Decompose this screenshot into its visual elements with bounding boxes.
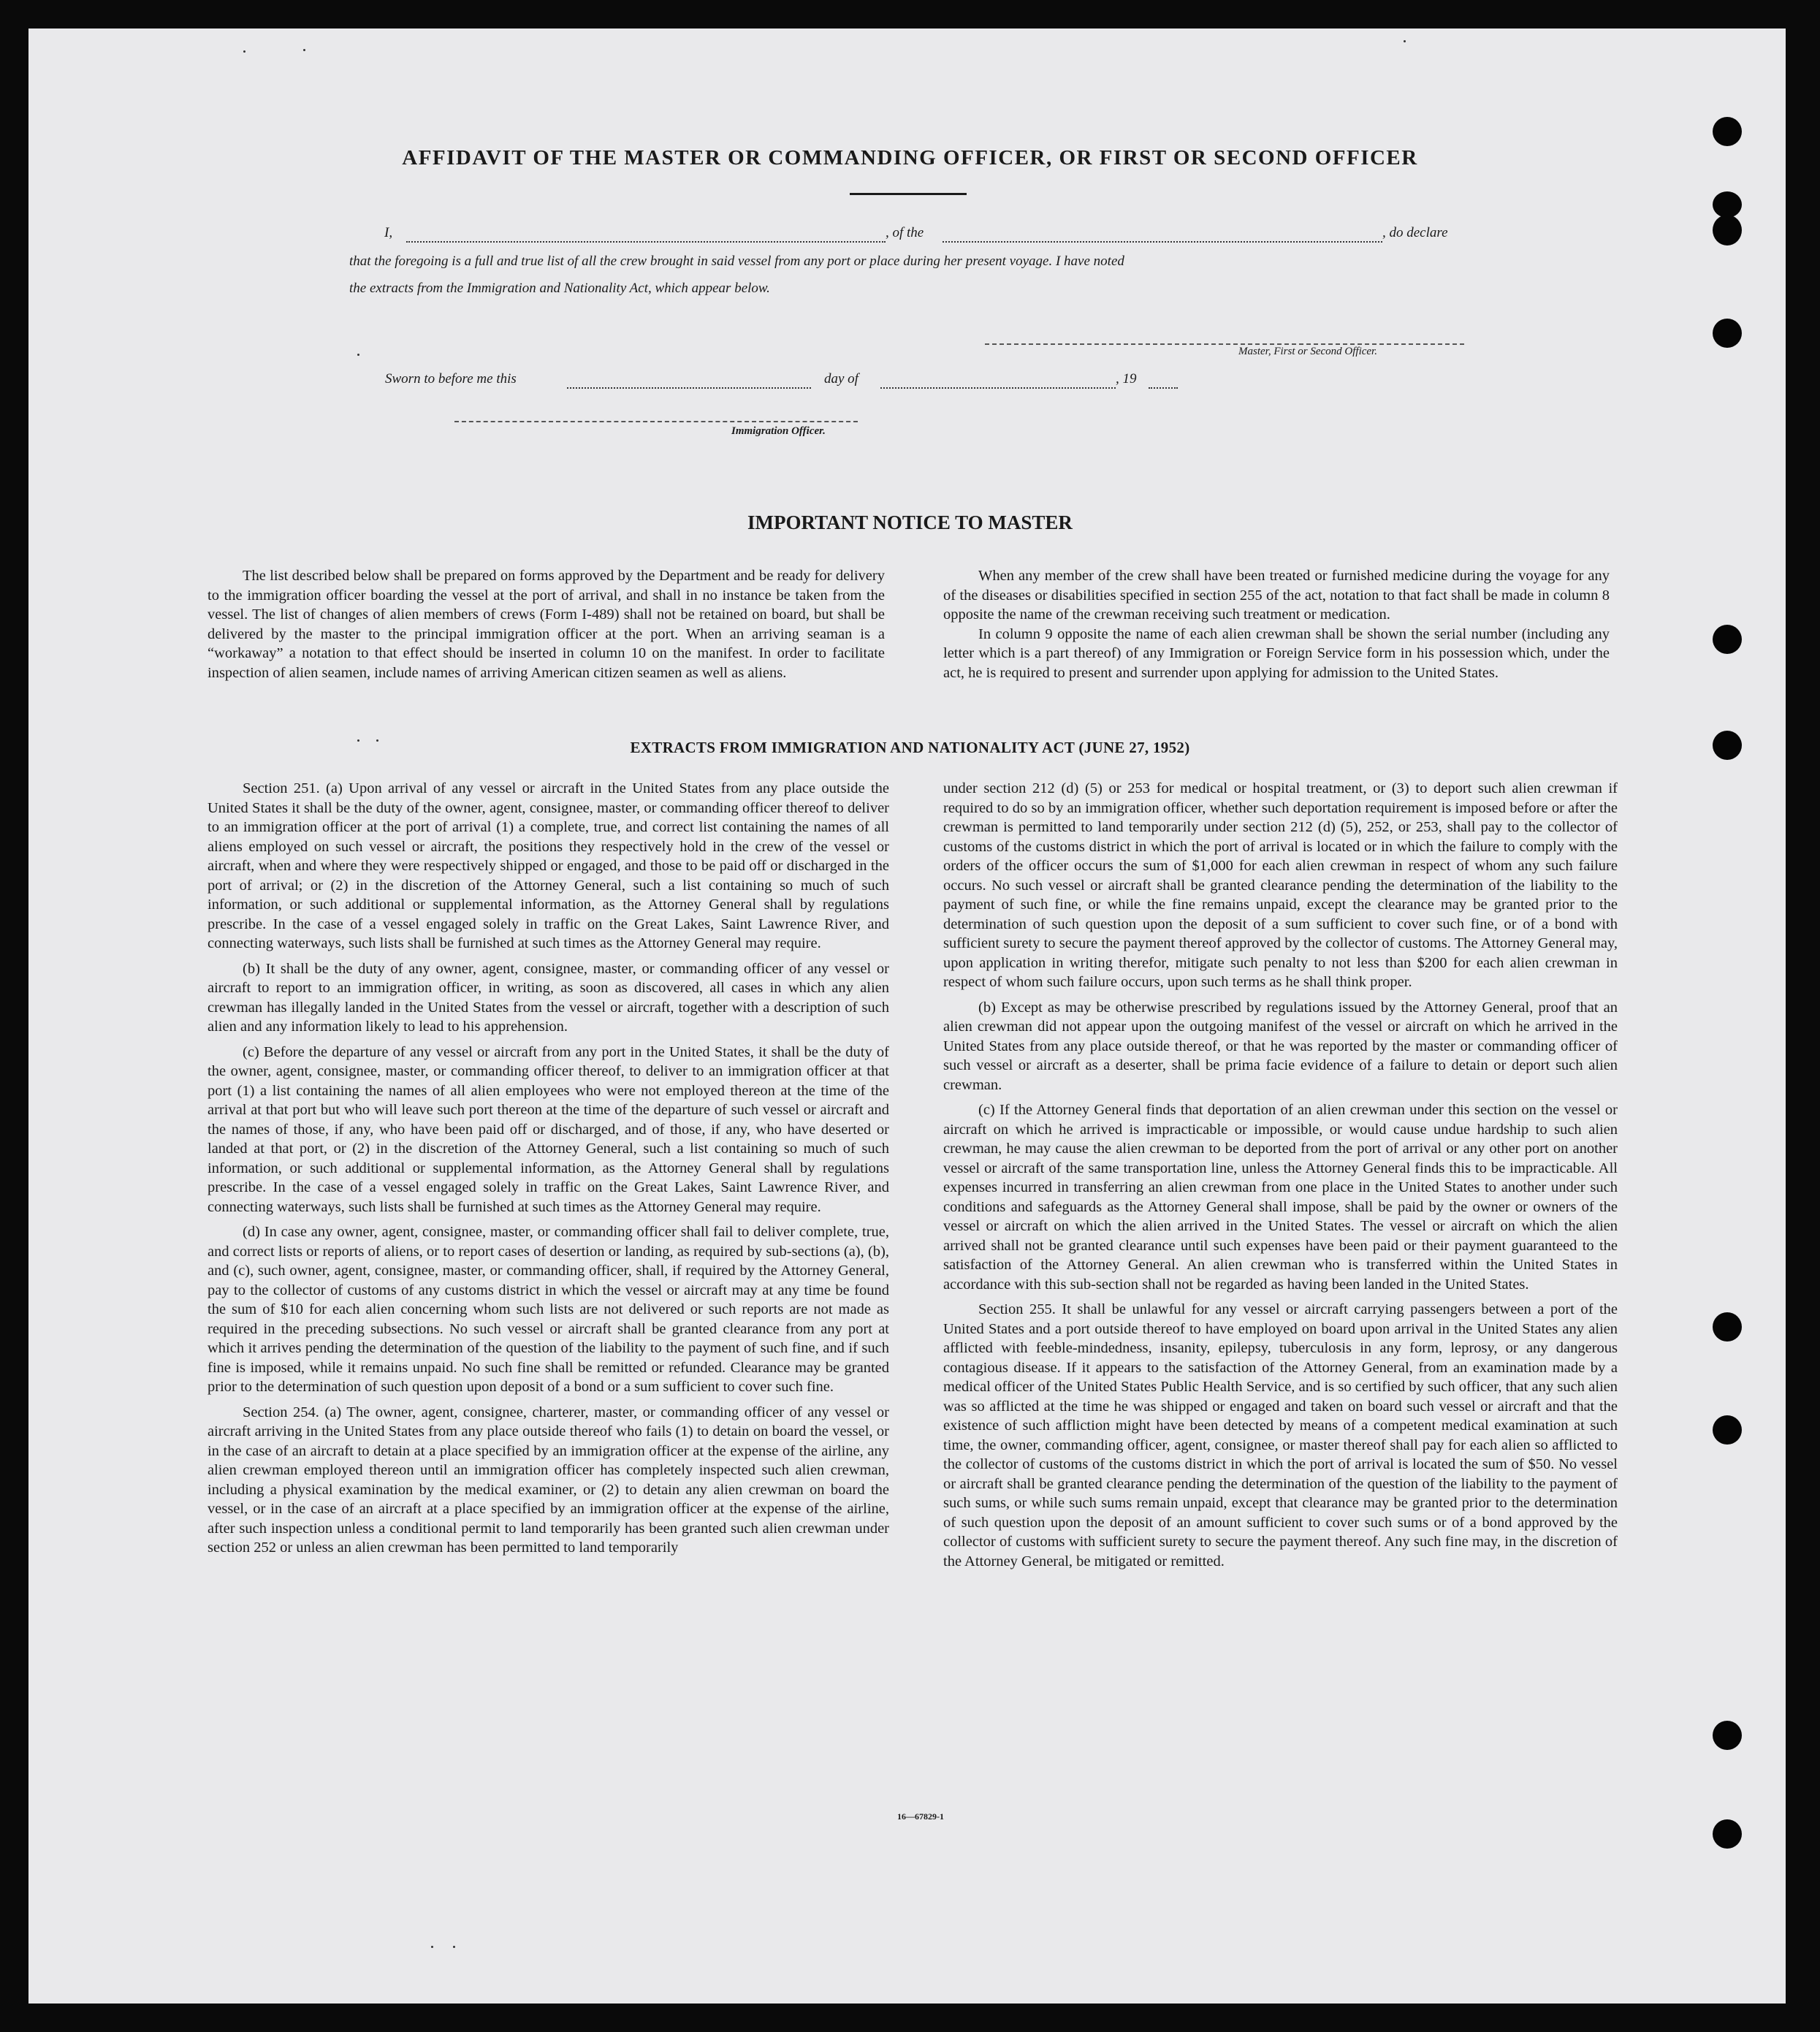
day-of-label: day of xyxy=(824,371,858,387)
punch-hole xyxy=(1713,215,1742,246)
affidavit-declare-label: , do declare xyxy=(1382,225,1448,240)
affidavit-title: AFFIDAVIT OF THE MASTER OR COMMANDING OFFICER, OR FIRST OR SECOND OFFICER xyxy=(402,146,1418,170)
scan-speck xyxy=(243,50,245,53)
declarant-name-field[interactable] xyxy=(406,241,886,243)
extract-paragraph: (b) Except as may be otherwise prescribed by regulations issued by the Attorney General, proof that an alien crewman did not appear upon the outgoing manifest of the vessel or aircraft on which he arrived in the United States from any place outside thereof, or that he was reported by the master or commanding officer of such vessel or aircraft as a deserter, shall be prima facie evidence of a failure to detain or deport such alien crewman. xyxy=(943,999,1618,1093)
master-signature-field[interactable] xyxy=(985,343,1464,345)
extract-paragraph: Section 251. (a) Upon arrival of any vessel or aircraft in the United States from any place outside the United States it shall be the duty of the owner, agent, consignee, master, or commanding officer thereof to deliver to an immigration officer at the port of arrival (1) a complete, true, and correct list containing the names of all aliens employed on such vessel or aircraft, the positions they respectively hold in the crew of the vessel or aircraft, when and where they were respectively shipped or engaged, and those to be paid off or discharged in the port of arrival; or (2) in the discretion of the Attorney General, such a list containing so much of such information, or such additional or supplemental information, as the Attorney General shall by regulations prescribe. In the case of a vessel engaged solely in traffic on the Great Lakes, Saint Lawrence River, and connecting waterways, such lists shall be furnished at such times as the Attorney General may require. xyxy=(207,780,889,951)
notice-title: IMPORTANT NOTICE TO MASTER xyxy=(747,511,1073,533)
affidavit-statement-line: the extracts from the Immigration and Nationality Act, which appear below. xyxy=(349,281,770,296)
year-prefix-label: , 19 xyxy=(1116,371,1137,387)
sworn-day-field[interactable] xyxy=(567,387,811,389)
master-signature-caption: Master, First or Second Officer. xyxy=(1238,346,1377,357)
notice-right-column xyxy=(943,566,1610,688)
form-code: 16—67829-1 xyxy=(897,1811,944,1822)
extracts-title: EXTRACTS FROM IMMIGRATION AND NATIONALITY ACT (JUNE 27, 1952) xyxy=(630,739,1190,756)
extract-paragraph: (d) In case any owner, agent, consignee, master, or commanding officer shall fail to deliver complete, true, and correct lists or reports of aliens, or to report cases of desertion or landing, as required by sub-sections (a), (b), and (c), such owner, agent, consignee, master, or commanding officer, shall, if required by the Attorney General, pay to the collector of customs of any customs district in which the vessel or aircraft may at any time be found the sum of $10 for each alien concerning whom such lists are not delivered or such reports are not made as required in the preceding subsections. No such vessel or aircraft shall be granted clearance from any port at which it arrives pending the determination of the question of the liability to the payment of such fine, and if such fine is imposed, while it remains unpaid. No such fine shall be remitted or refunded. Clearance may be granted prior to the determination of such question upon deposit of a bond or a sum sufficient to cover such fine. xyxy=(207,1224,889,1395)
extract-paragraph: (c) Before the departure of any vessel or aircraft from any port in the United States, it shall be the duty of the owner, agent, consignee, master, or commanding officer thereof, to deliver to an immigration officer at that port (1) a list containing the names of all alien employees who were not employed thereon at the time of the arrival at that port but who will leave such port thereon at the time of the departure of such vessel or aircraft and the names of those, if any, who have been paid off or discharged, and of those, if any, who have deserted or landed at that port, or (2) in the discretion of the Attorney General, such a list containing so much of such information, or such additional or supplemental information, as the Attorney General shall by regulations prescribe. In the case of a vessel engaged solely in traffic on the Great Lakes, Saint Lawrence River, and connecting waterways, such lists shall be furnished at such times as the Attorney General may require. xyxy=(207,1043,889,1215)
affidavit-statement-line: that the foregoing is a full and true list of all the crew brought in said vessel from any port or place during her present voyage. I have noted xyxy=(349,254,1124,269)
extracts-left-column xyxy=(207,779,889,1564)
extracts-right-column xyxy=(943,779,1618,1577)
punch-hole xyxy=(1713,1312,1742,1342)
punch-hole xyxy=(1713,1819,1742,1849)
punch-hole xyxy=(1713,117,1742,146)
affidavit-of-the-label: , of the xyxy=(886,225,924,240)
punch-hole xyxy=(1713,625,1742,654)
notice-paragraph: When any member of the crew shall have been treated or furnished medicine during the voyage for any of the diseases or disabilities specified in section 255 of the act, notation to that fact shall be made in column 8 opposite the name of the crewman receiving such treatment or medication. xyxy=(943,568,1610,623)
notice-paragraph: In column 9 opposite the name of each alien crewman shall be shown the serial number (including any letter which is a part thereof) of any Immigration or Foreign Service form in his possession which, under the act, he is required to present and surrender upon applying for admission to the United States. xyxy=(943,625,1610,681)
notice-paragraph: The list described below shall be prepared on forms approved by the Department and be ready for delivery to the immigration officer boarding the vessel at the port of arrival, and shall in no instance be taken from the vessel. The list of changes of alien members of crews (Form I-489) shall not be retained on board, but shall be delivered by the master to the principal immigration officer at the port. When an arriving seaman is a “workaway” a notation to that effect should be inserted in column 10 on the manifest. In order to facilitate inspection of alien seamen, include names of arriving American citizen seamen as well as aliens. xyxy=(207,568,885,681)
extract-paragraph: under section 212 (d) (5) or 253 for medical or hospital treatment, or (3) to deport such alien crewman if required to do so by an immigration officer, whether such deportation requirement is imposed before or after the crewman is permitted to land temporarily under section 212 (d) (5), 252, or 253, shall pay to the collector of customs of the customs district in which the port of arrival is located or in which the failure to comply with the orders of the officer occurs the sum of $1,000 for each alien crewman in respect of whom any such failure occurs. No such vessel or aircraft shall be granted clearance pending the determination of the liability to the payment of such fine, or while the fine remains unpaid, except the clearance may be granted prior to the determination of such question upon the deposit of a sum sufficient to cover such fine, or of a bond with sufficient surety to secure the payment thereof approved by the collector of customs. The Attorney General may, upon application in writing therefor, mitigate such penalty to not less than $200 for each alien crewman in respect of whom such failure occurs, upon such terms as he shall think proper. xyxy=(943,780,1618,990)
scan-speck xyxy=(357,354,359,356)
scan-speck xyxy=(431,1946,433,1948)
extract-paragraph: (c) If the Attorney General finds that deportation of an alien crewman under this section on the vessel or aircraft on which he arrived is impracticable or impossible, or would cause undue hardship to such alien crewman, he may cause the alien crewman to be deported from the port of arrival or any other port on another vessel or aircraft of the same transportation line, unless the Attorney General finds this to be impracticable. All expenses incurred in transferring an alien crewman from one place in the United States to another under such conditions and safeguards as the Attorney General shall impose, shall be paid by the owner or owners of the vessel or aircraft on which the alien arrived in the United States. The vessel or aircraft on which the alien arrived shall not be granted clearance until such expenses have been paid or their payment guaranteed to the satisfaction of the Attorney General. An alien crewman who is transferred within the United States in accordance with this sub-section shall not be regarded as having been landed in the United States. xyxy=(943,1102,1618,1293)
sworn-year-field[interactable] xyxy=(1149,387,1178,389)
affidavit-i-label: I, xyxy=(384,225,393,240)
punch-hole xyxy=(1713,1415,1742,1445)
scan-speck xyxy=(1404,40,1406,42)
officer-signature-caption: Immigration Officer. xyxy=(731,425,826,437)
scan-speck xyxy=(303,49,305,51)
vessel-name-field[interactable] xyxy=(943,241,1382,243)
notice-left-column xyxy=(207,566,885,688)
extract-paragraph: Section 254. (a) The owner, agent, consignee, charterer, master, or commanding officer of any vessel or aircraft arriving in the United States from any place outside thereof who fails (1) to detain on board the vessel, or in the case of an aircraft to detain at a place specified by an immigration officer at the expense of the airline, any alien crewman employed thereon until an immigration officer has completely inspected such alien crewman, including a physical examination by the medical examiner, or (2) to detain any alien crewman on board the vessel, or in the case of an aircraft at a place specified by an immigration officer at the expense of the airline, after such inspection unless a conditional permit to land temporarily has been granted such alien crewman under section 252 or unless an alien crewman has been permitted to land temporarily xyxy=(207,1404,889,1556)
punch-hole xyxy=(1713,319,1742,348)
sworn-month-field[interactable] xyxy=(880,387,1116,389)
punch-hole xyxy=(1713,191,1742,218)
punch-hole xyxy=(1713,1721,1742,1750)
title-rule xyxy=(850,193,967,195)
extract-paragraph: (b) It shall be the duty of any owner, agent, consignee, master, or commanding officer of any vessel or aircraft to report to an immigration officer, in writing, as soon as discovered, all cases in which any alien crewman has illegally landed in the United States from the vessel or aircraft, together with a description of such alien and any information likely to lead to his apprehension. xyxy=(207,960,889,1035)
sworn-label: Sworn to before me this xyxy=(385,371,517,387)
scan-speck xyxy=(453,1946,455,1948)
officer-signature-field[interactable] xyxy=(454,421,858,422)
extract-paragraph: Section 255. It shall be unlawful for any vessel or aircraft carrying passengers between a port of the United States and a port outside thereof to have employed on board upon arrival in the United States any alien afflicted with feeble-mindedness, insanity, epilepsy, tuberculosis in any form, leprosy, or any dangerous contagious disease. If it appears to the satisfaction of the Attorney General, from an examination made by a medical officer of the United States Public Health Service, and is so certified by such officer, that any such alien was so afflicted at the time he was shipped or engaged and taken on board such vessel or aircraft and that the existence of such affliction might have been detected by means of a competent medical examination at such time, the owner, commanding officer, agent, consignee, or master thereof shall pay for each alien so afflicted to the collector of customs of the customs district in which the port of arrival is located the sum of $50. No vessel or aircraft shall be granted clearance pending the determination of the question of the liability to the payment of such sums, or while such sums remain unpaid, except that clearance may be granted prior to the determination of such question upon the deposit of an amount sufficient to cover such sums or of a bond approved by the collector of customs with sufficient surety to secure the payment thereof. Any such fine may, in the discretion of the Attorney General, be mitigated or remitted. xyxy=(943,1301,1618,1569)
